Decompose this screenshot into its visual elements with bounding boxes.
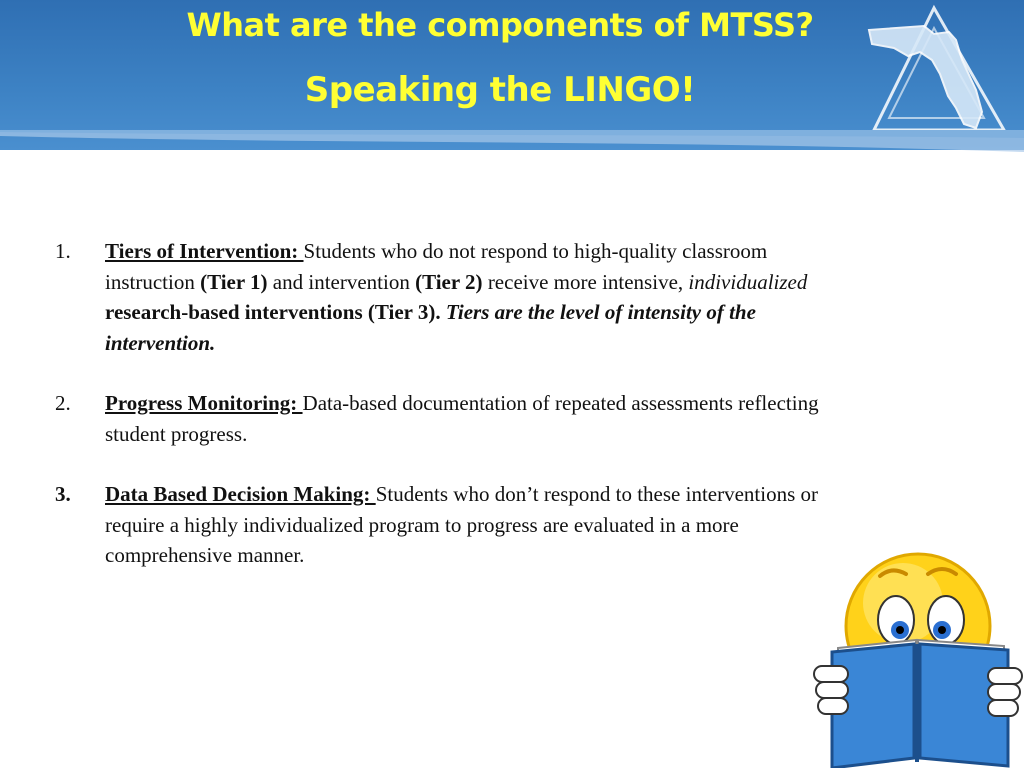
item-text [105,236,855,358]
item-text [105,479,855,571]
slide-title: What are the components of MTSS? [186,6,814,44]
header-swoosh [0,130,1024,170]
definitions-list [55,236,855,601]
text-segment: Tiers are the level of intensity of the intervention. [105,300,756,355]
item-number: 1. [55,239,71,263]
text-segment: receive more intensive, [482,269,689,294]
text-segment: Students who don’t respond to these interventions or require a highly individualized program to progress are evaluated in a more comprehensive manner. [105,482,818,567]
item-number: 2. [55,391,71,415]
text-segment: (Tier 2) [415,269,483,294]
text-segment: and intervention [267,269,416,294]
text-segment: Students who do not respond to high-quality classroom instruction [105,239,768,294]
item-number: 3. [55,482,71,506]
term-label: Data Based Decision Making: [105,482,376,506]
text-segment: research-based interventions (Tier 3). [105,300,441,324]
term-label: Tiers of Intervention: [105,239,304,263]
header-banner [0,0,1024,150]
text-segment: (Tier 1) [200,269,268,294]
text-segment: individualized [688,269,808,294]
text-segment: Data-based documentation of repeated assessments reflecting student progress. [105,391,819,446]
item-text [105,388,855,449]
list-item [55,388,855,449]
list-item [55,479,855,571]
florida-logo-icon [864,0,1014,145]
slide-subtitle: Speaking the LINGO! [304,70,696,110]
term-label: Progress Monitoring: [105,391,303,415]
emoji-reading-book-icon [808,548,1024,768]
list-item [55,236,855,358]
